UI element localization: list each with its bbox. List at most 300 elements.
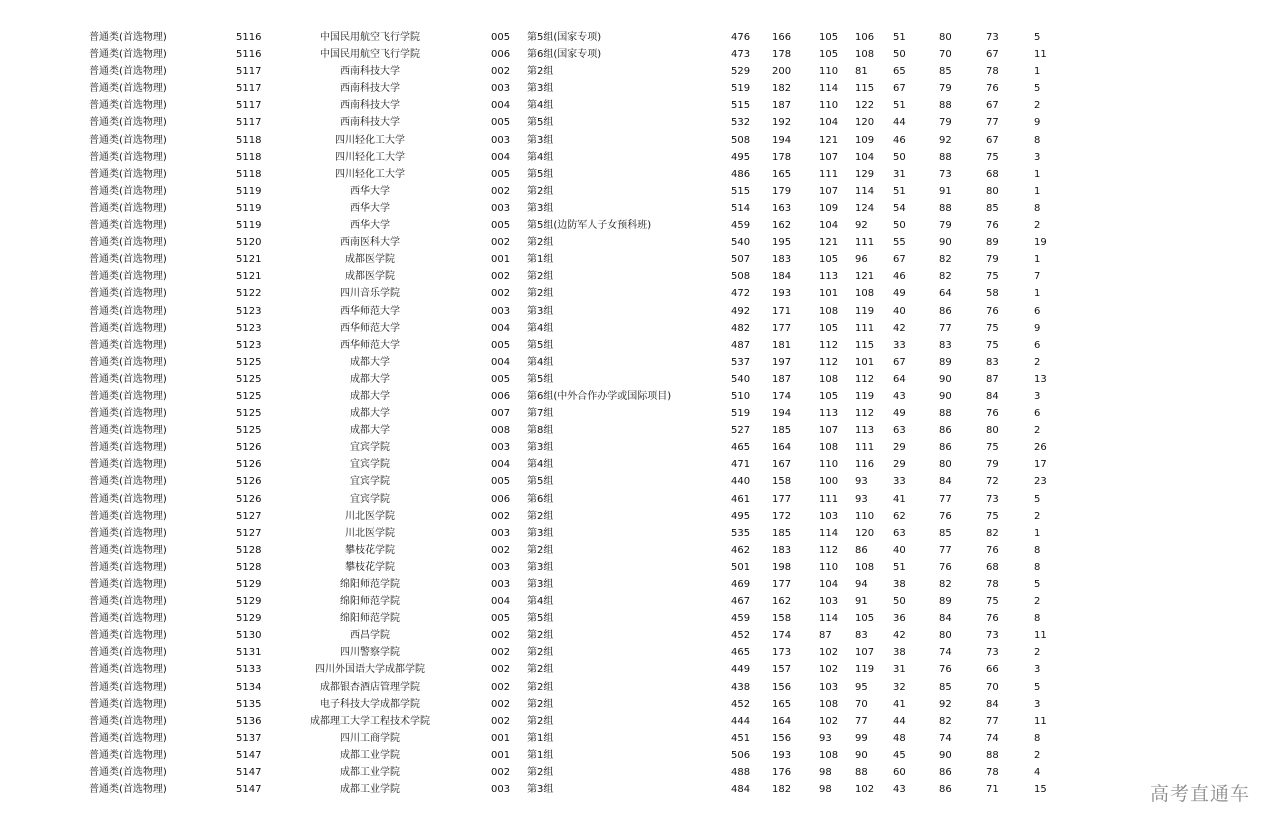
cell-school-code: 5121 (236, 271, 262, 283)
cell-school-name: 成都工业学院 (340, 749, 400, 761)
cell-subject-score: 51 (893, 561, 906, 573)
cell-school-name: 宜宾学院 (350, 459, 390, 471)
score-table (0, 29, 1280, 798)
cell-subject-score: 50 (893, 596, 906, 608)
cell-other-score: 82 (986, 527, 999, 539)
cell-chinese-score: 77 (855, 715, 868, 727)
cell-subject-score: 43 (893, 390, 906, 402)
cell-rank: 5 (1034, 83, 1041, 95)
cell-group-name: 第3组 (527, 579, 554, 590)
watermark: 高考直通车 (1149, 783, 1250, 805)
cell-group-name: 第1组 (527, 254, 554, 266)
cell-chinese-math-sum: 181 (772, 339, 792, 351)
cell-chinese-math-sum: 187 (772, 373, 792, 385)
cell-school-name: 成都大学 (350, 356, 390, 368)
table-row (0, 132, 1280, 149)
cell-group-name: 第5组 (527, 373, 554, 385)
cell-school-name: 宜宾学院 (350, 442, 390, 454)
cell-category: 普通类(首选物理) (89, 390, 167, 402)
cell-school-code: 5129 (236, 596, 262, 608)
cell-school-name: 成都大学 (350, 390, 390, 402)
cell-math-score: 104 (819, 117, 839, 129)
cell-other-score: 67 (986, 49, 999, 61)
cell-group-code: 002 (491, 647, 511, 659)
table-row (0, 217, 1280, 234)
cell-group-name: 第2组 (527, 630, 554, 642)
cell-category: 普通类(首选物理) (89, 596, 167, 608)
cell-total-score: 452 (731, 630, 751, 642)
cell-chinese-score: 86 (855, 544, 868, 556)
cell-math-score: 98 (819, 767, 832, 779)
cell-group-code: 002 (491, 237, 511, 249)
cell-math-score: 112 (819, 544, 839, 556)
cell-chinese-math-sum: 177 (772, 493, 792, 505)
cell-total-score: 495 (731, 510, 751, 522)
cell-school-name: 电子科技大学成都学院 (320, 698, 420, 710)
cell-english-score: 92 (939, 134, 952, 146)
cell-chinese-math-sum: 185 (772, 527, 792, 539)
cell-subject-score: 50 (893, 151, 906, 163)
cell-category: 普通类(首选物理) (89, 442, 167, 454)
cell-category: 普通类(首选物理) (89, 151, 167, 163)
cell-group-code: 004 (491, 596, 511, 608)
cell-group-name: 第5组(边防军人子女预科班) (527, 220, 652, 232)
cell-category: 普通类(首选物理) (89, 49, 167, 61)
cell-school-name: 成都医学院 (345, 271, 395, 283)
cell-math-score: 107 (819, 425, 839, 437)
cell-school-code: 5127 (236, 527, 262, 539)
cell-math-score: 114 (819, 83, 839, 95)
cell-category: 普通类(首选物理) (89, 459, 167, 471)
cell-math-score: 111 (819, 493, 839, 505)
cell-group-code: 004 (491, 151, 511, 163)
table-row (0, 114, 1280, 131)
cell-rank: 26 (1034, 442, 1047, 454)
cell-rank: 8 (1034, 561, 1041, 573)
cell-school-code: 5126 (236, 493, 262, 505)
cell-chinese-math-sum: 194 (772, 134, 792, 146)
table-row (0, 473, 1280, 490)
table-row (0, 508, 1280, 525)
cell-rank: 3 (1034, 698, 1041, 710)
cell-chinese-math-sum: 185 (772, 425, 792, 437)
cell-math-score: 110 (819, 66, 839, 78)
cell-other-score: 73 (986, 32, 999, 43)
cell-subject-score: 33 (893, 476, 906, 488)
cell-math-score: 107 (819, 185, 839, 197)
cell-group-code: 003 (491, 561, 511, 573)
cell-school-code: 5119 (236, 185, 262, 197)
cell-category: 普通类(首选物理) (89, 510, 167, 522)
cell-rank: 2 (1034, 356, 1041, 368)
cell-school-name: 绵阳师范学院 (340, 613, 400, 625)
cell-total-score: 514 (731, 202, 751, 214)
cell-chinese-math-sum: 174 (772, 630, 792, 642)
cell-school-name: 成都工业学院 (340, 784, 400, 796)
cell-total-score: 492 (731, 305, 751, 317)
cell-group-code: 003 (491, 83, 511, 95)
cell-chinese-score: 101 (855, 356, 875, 368)
cell-school-code: 5126 (236, 442, 262, 454)
cell-school-code: 5135 (236, 698, 262, 710)
cell-group-code: 002 (491, 510, 511, 522)
table-row (0, 525, 1280, 542)
cell-other-score: 68 (986, 561, 999, 573)
cell-chinese-score: 116 (855, 459, 875, 471)
cell-math-score: 103 (819, 681, 839, 693)
cell-total-score: 519 (731, 83, 751, 95)
cell-chinese-math-sum: 183 (772, 254, 792, 266)
cell-category: 普通类(首选物理) (89, 185, 167, 197)
cell-group-name: 第4组 (527, 100, 554, 112)
cell-chinese-score: 94 (855, 579, 868, 590)
cell-chinese-math-sum: 187 (772, 100, 792, 112)
cell-school-name: 西华师范大学 (340, 305, 400, 317)
cell-english-score: 83 (939, 339, 952, 351)
cell-group-name: 第2组 (527, 664, 554, 676)
cell-group-code: 004 (491, 100, 511, 112)
cell-group-name: 第2组 (527, 698, 554, 710)
cell-other-score: 70 (986, 681, 999, 693)
cell-rank: 2 (1034, 220, 1041, 232)
cell-subject-score: 67 (893, 83, 906, 95)
cell-group-code: 002 (491, 288, 511, 300)
cell-chinese-score: 108 (855, 561, 875, 573)
cell-group-code: 003 (491, 134, 511, 146)
cell-other-score: 73 (986, 647, 999, 659)
cell-school-code: 5122 (236, 288, 262, 300)
cell-chinese-score: 99 (855, 732, 868, 744)
cell-other-score: 78 (986, 66, 999, 78)
cell-math-score: 93 (819, 732, 832, 744)
cell-english-score: 76 (939, 510, 952, 522)
cell-chinese-math-sum: 178 (772, 151, 792, 163)
cell-group-name: 第2组 (527, 271, 554, 283)
cell-math-score: 111 (819, 168, 839, 180)
cell-math-score: 102 (819, 664, 839, 676)
cell-chinese-score: 107 (855, 647, 875, 659)
cell-school-code: 5133 (236, 664, 262, 676)
cell-subject-score: 42 (893, 630, 906, 642)
cell-total-score: 508 (731, 134, 751, 146)
cell-school-code: 5126 (236, 459, 262, 471)
cell-english-score: 82 (939, 715, 952, 727)
cell-english-score: 77 (939, 493, 952, 505)
cell-group-code: 002 (491, 630, 511, 642)
cell-school-code: 5125 (236, 356, 262, 368)
cell-total-score: 495 (731, 151, 751, 163)
cell-school-code: 5137 (236, 732, 262, 744)
cell-chinese-score: 91 (855, 596, 868, 608)
cell-subject-score: 55 (893, 237, 906, 249)
cell-total-score: 507 (731, 254, 751, 266)
cell-english-score: 85 (939, 66, 952, 78)
cell-math-score: 103 (819, 510, 839, 522)
cell-total-score: 510 (731, 390, 751, 402)
table-row (0, 593, 1280, 610)
cell-chinese-score: 83 (855, 630, 868, 642)
cell-rank: 2 (1034, 510, 1041, 522)
cell-school-code: 5120 (236, 237, 262, 249)
cell-english-score: 90 (939, 237, 952, 249)
cell-total-score: 540 (731, 373, 751, 385)
cell-school-name: 四川警察学院 (340, 647, 400, 659)
cell-other-score: 79 (986, 459, 999, 471)
cell-school-name: 西南科技大学 (340, 83, 400, 95)
cell-school-name: 绵阳师范学院 (340, 579, 400, 590)
cell-subject-score: 51 (893, 100, 906, 112)
cell-chinese-score: 129 (855, 168, 875, 180)
cell-rank: 11 (1034, 49, 1047, 61)
table-row (0, 388, 1280, 405)
cell-subject-score: 48 (893, 732, 906, 744)
table-row (0, 456, 1280, 473)
cell-category: 普通类(首选物理) (89, 681, 167, 693)
cell-category: 普通类(首选物理) (89, 220, 167, 232)
cell-category: 普通类(首选物理) (89, 476, 167, 488)
cell-chinese-math-sum: 166 (772, 32, 792, 43)
cell-english-score: 74 (939, 647, 952, 659)
cell-english-score: 76 (939, 664, 952, 676)
cell-subject-score: 50 (893, 49, 906, 61)
cell-english-score: 84 (939, 613, 952, 625)
cell-school-name: 成都大学 (350, 373, 390, 385)
cell-group-code: 002 (491, 185, 511, 197)
cell-category: 普通类(首选物理) (89, 356, 167, 368)
cell-chinese-math-sum: 171 (772, 305, 792, 317)
cell-english-score: 90 (939, 390, 952, 402)
cell-subject-score: 60 (893, 767, 906, 779)
cell-chinese-math-sum: 157 (772, 664, 792, 676)
cell-school-name: 川北医学院 (345, 510, 395, 522)
cell-chinese-math-sum: 158 (772, 476, 792, 488)
cell-rank: 13 (1034, 373, 1047, 385)
table-row (0, 542, 1280, 559)
cell-group-code: 005 (491, 476, 511, 488)
cell-group-name: 第6组 (527, 493, 554, 505)
cell-group-name: 第4组 (527, 322, 554, 334)
cell-other-score: 72 (986, 476, 999, 488)
cell-total-score: 529 (731, 66, 751, 78)
cell-school-code: 5125 (236, 390, 262, 402)
cell-other-score: 71 (986, 784, 999, 796)
cell-school-name: 西昌学院 (350, 630, 390, 642)
cell-chinese-score: 119 (855, 305, 875, 317)
cell-math-score: 108 (819, 305, 839, 317)
table-row (0, 661, 1280, 678)
cell-category: 普通类(首选物理) (89, 237, 167, 249)
cell-subject-score: 50 (893, 220, 906, 232)
cell-chinese-score: 104 (855, 151, 875, 163)
cell-chinese-score: 90 (855, 749, 868, 761)
cell-chinese-math-sum: 167 (772, 459, 792, 471)
table-row (0, 166, 1280, 183)
cell-other-score: 58 (986, 288, 999, 300)
cell-total-score: 449 (731, 664, 751, 676)
cell-chinese-score: 115 (855, 83, 875, 95)
cell-school-code: 5116 (236, 49, 262, 61)
cell-chinese-score: 96 (855, 254, 868, 266)
cell-group-name: 第2组 (527, 544, 554, 556)
cell-chinese-score: 102 (855, 784, 875, 796)
cell-total-score: 515 (731, 100, 751, 112)
cell-math-score: 113 (819, 271, 839, 283)
cell-english-score: 70 (939, 49, 952, 61)
cell-english-score: 82 (939, 579, 952, 590)
cell-total-score: 506 (731, 749, 751, 761)
cell-math-score: 109 (819, 202, 839, 214)
cell-school-name: 宜宾学院 (350, 476, 390, 488)
table-row (0, 200, 1280, 217)
cell-chinese-math-sum: 193 (772, 288, 792, 300)
cell-english-score: 86 (939, 767, 952, 779)
cell-school-name: 四川工商学院 (340, 732, 400, 744)
cell-total-score: 508 (731, 271, 751, 283)
cell-group-name: 第2组 (527, 510, 554, 522)
table-row (0, 781, 1280, 798)
cell-group-code: 008 (491, 425, 511, 437)
cell-group-code: 005 (491, 168, 511, 180)
cell-school-name: 西南科技大学 (340, 66, 400, 78)
cell-school-name: 四川轻化工大学 (335, 168, 405, 180)
cell-rank: 2 (1034, 425, 1041, 437)
cell-chinese-math-sum: 156 (772, 681, 792, 693)
cell-total-score: 472 (731, 288, 751, 300)
cell-group-name: 第3组 (527, 561, 554, 573)
cell-group-name: 第4组 (527, 356, 554, 368)
cell-subject-score: 41 (893, 698, 906, 710)
cell-english-score: 82 (939, 254, 952, 266)
cell-english-score: 73 (939, 168, 952, 180)
cell-english-score: 88 (939, 202, 952, 214)
cell-other-score: 76 (986, 408, 999, 420)
cell-school-code: 5130 (236, 630, 262, 642)
cell-school-name: 成都大学 (350, 408, 390, 420)
cell-chinese-math-sum: 182 (772, 83, 792, 95)
cell-subject-score: 51 (893, 32, 906, 43)
cell-school-name: 成都医学院 (345, 254, 395, 266)
cell-chinese-score: 109 (855, 134, 875, 146)
cell-other-score: 67 (986, 100, 999, 112)
cell-other-score: 89 (986, 237, 999, 249)
cell-school-code: 5117 (236, 83, 262, 95)
cell-group-name: 第5组 (527, 476, 554, 488)
cell-rank: 1 (1034, 168, 1041, 180)
cell-total-score: 459 (731, 220, 751, 232)
cell-school-code: 5125 (236, 373, 262, 385)
cell-chinese-score: 105 (855, 613, 875, 625)
cell-school-name: 攀枝花学院 (345, 544, 395, 556)
table-row (0, 713, 1280, 730)
cell-english-score: 89 (939, 596, 952, 608)
cell-rank: 19 (1034, 237, 1047, 249)
cell-group-code: 002 (491, 715, 511, 727)
cell-total-score: 471 (731, 459, 751, 471)
table-row (0, 285, 1280, 302)
cell-other-score: 75 (986, 596, 999, 608)
cell-group-name: 第2组 (527, 288, 554, 300)
cell-total-score: 519 (731, 408, 751, 420)
cell-category: 普通类(首选物理) (89, 288, 167, 300)
table-row (0, 422, 1280, 439)
cell-math-score: 110 (819, 459, 839, 471)
cell-other-score: 75 (986, 322, 999, 334)
table-row (0, 696, 1280, 713)
cell-group-name: 第5组(国家专项) (527, 32, 602, 43)
cell-chinese-math-sum: 200 (772, 66, 792, 78)
cell-school-name: 西南医科大学 (340, 237, 400, 249)
cell-school-name: 成都工业学院 (340, 767, 400, 779)
cell-math-score: 108 (819, 373, 839, 385)
cell-english-score: 86 (939, 784, 952, 796)
cell-subject-score: 36 (893, 613, 906, 625)
cell-subject-score: 63 (893, 425, 906, 437)
cell-group-code: 003 (491, 202, 511, 214)
cell-rank: 1 (1034, 185, 1041, 197)
cell-total-score: 527 (731, 425, 751, 437)
cell-group-name: 第3组 (527, 305, 554, 317)
cell-chinese-math-sum: 176 (772, 767, 792, 779)
cell-category: 普通类(首选物理) (89, 100, 167, 112)
cell-total-score: 476 (731, 32, 751, 43)
cell-math-score: 108 (819, 698, 839, 710)
cell-rank: 11 (1034, 630, 1047, 642)
cell-other-score: 84 (986, 698, 999, 710)
cell-chinese-score: 119 (855, 390, 875, 402)
cell-math-score: 110 (819, 561, 839, 573)
cell-math-score: 108 (819, 442, 839, 454)
cell-other-score: 75 (986, 442, 999, 454)
cell-rank: 4 (1034, 767, 1041, 779)
cell-total-score: 501 (731, 561, 751, 573)
cell-subject-score: 31 (893, 168, 906, 180)
cell-english-score: 82 (939, 271, 952, 283)
cell-school-code: 5117 (236, 100, 262, 112)
cell-school-name: 宜宾学院 (350, 493, 390, 505)
cell-english-score: 77 (939, 322, 952, 334)
cell-school-code: 5123 (236, 322, 262, 334)
cell-group-code: 002 (491, 544, 511, 556)
cell-chinese-math-sum: 156 (772, 732, 792, 744)
cell-math-score: 110 (819, 100, 839, 112)
cell-chinese-score: 119 (855, 664, 875, 676)
cell-category: 普通类(首选物理) (89, 613, 167, 625)
cell-english-score: 85 (939, 681, 952, 693)
cell-subject-score: 46 (893, 271, 906, 283)
cell-total-score: 465 (731, 647, 751, 659)
cell-subject-score: 38 (893, 579, 906, 590)
cell-rank: 6 (1034, 339, 1041, 351)
cell-other-score: 85 (986, 202, 999, 214)
cell-rank: 8 (1034, 732, 1041, 744)
cell-rank: 8 (1034, 134, 1041, 146)
cell-group-name: 第3组 (527, 134, 554, 146)
cell-other-score: 88 (986, 749, 999, 761)
cell-english-score: 86 (939, 425, 952, 437)
cell-chinese-score: 92 (855, 220, 868, 232)
cell-school-name: 西华大学 (350, 185, 390, 197)
table-row (0, 747, 1280, 764)
cell-subject-score: 31 (893, 664, 906, 676)
cell-total-score: 459 (731, 613, 751, 625)
cell-school-name: 四川轻化工大学 (335, 134, 405, 146)
cell-math-score: 113 (819, 408, 839, 420)
cell-category: 普通类(首选物理) (89, 322, 167, 334)
cell-math-score: 108 (819, 749, 839, 761)
cell-math-score: 112 (819, 356, 839, 368)
cell-total-score: 473 (731, 49, 751, 61)
cell-category: 普通类(首选物理) (89, 66, 167, 78)
